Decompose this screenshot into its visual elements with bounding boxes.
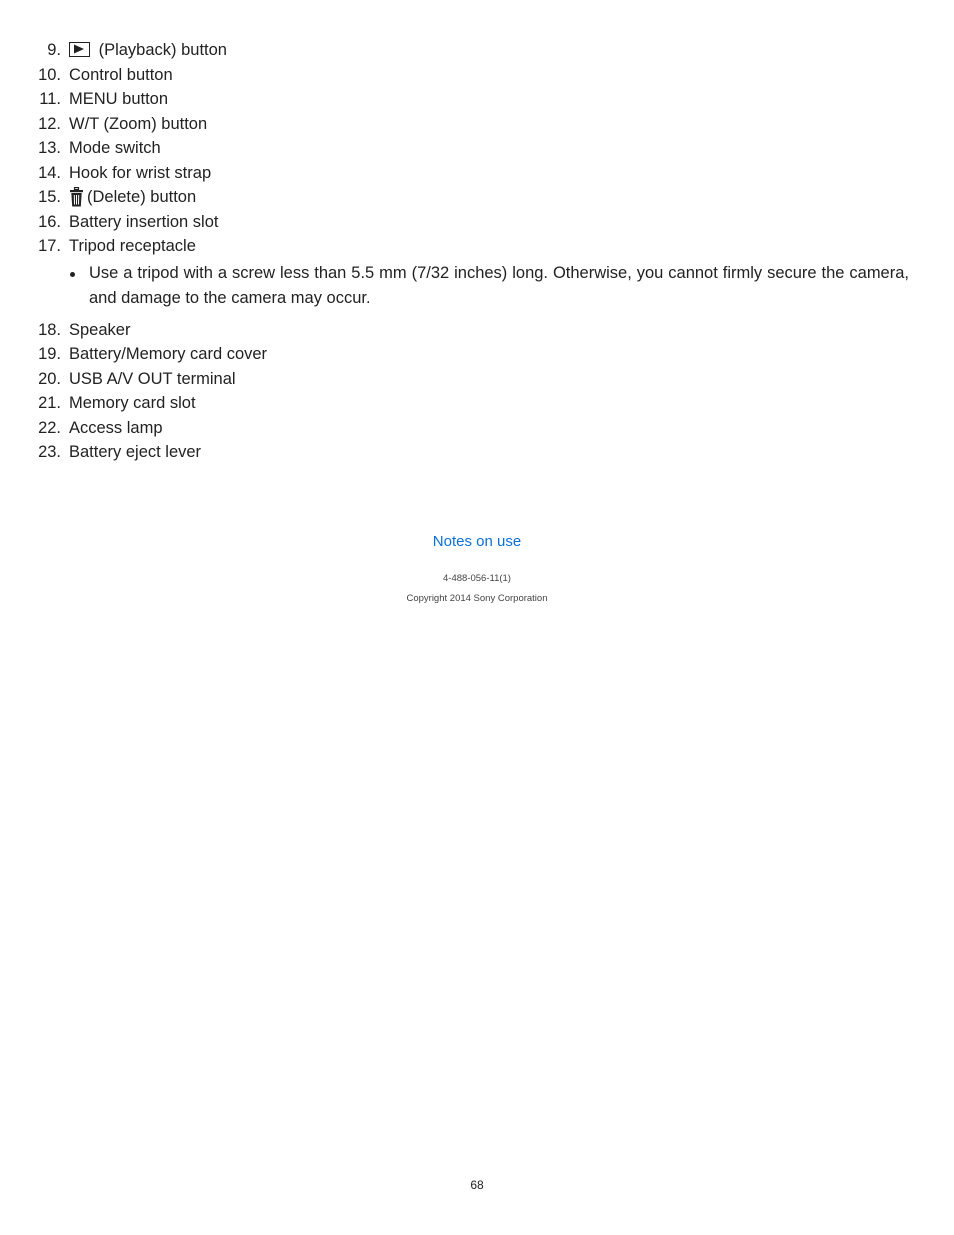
list-item — [0, 391, 954, 416]
list-item — [0, 112, 954, 137]
item-number: 16. — [38, 212, 61, 231]
item-number: 17. — [38, 237, 61, 255]
page-number: 68 — [470, 1178, 484, 1192]
item-label: Tripod receptacle — [69, 237, 196, 255]
item-number: 18. — [38, 320, 61, 339]
list-item — [0, 161, 954, 186]
item-label: (Playback) button — [94, 41, 227, 59]
list-item — [0, 63, 954, 88]
item-number: 22. — [38, 418, 61, 437]
item-label: Hook for wrist strap — [69, 163, 212, 182]
item-number: 21. — [38, 394, 61, 412]
item-label: Memory card slot — [69, 394, 196, 412]
list-item — [0, 210, 954, 235]
item-label: Speaker — [69, 320, 131, 339]
bullet-icon — [70, 272, 75, 277]
list-item — [0, 38, 954, 63]
list-item — [0, 234, 954, 259]
item-number: 11. — [39, 90, 61, 108]
item-label: (Delete) button — [87, 188, 197, 206]
list-item — [0, 136, 954, 161]
parts-list — [0, 38, 954, 465]
list-item — [0, 416, 954, 441]
list-item — [0, 87, 954, 112]
item-label: Access lamp — [69, 418, 163, 437]
item-number: 23. — [38, 443, 61, 461]
item-number: 10. — [38, 65, 61, 84]
list-item — [0, 367, 954, 392]
list-item — [0, 185, 954, 210]
item-label: Control button — [69, 65, 173, 84]
item-label: Mode switch — [69, 139, 161, 157]
tripod-note — [0, 261, 954, 318]
item-number: 15. — [38, 188, 61, 206]
item-label: USB A/V OUT terminal — [69, 369, 236, 388]
item-label: Battery eject lever — [69, 443, 202, 461]
list-item — [0, 440, 954, 465]
item-number: 14. — [38, 163, 61, 182]
list-item — [0, 318, 954, 343]
list-item — [0, 342, 954, 367]
document-code: 4-488-056-11(1) — [443, 573, 511, 584]
notes-on-use-link[interactable]: Notes on use — [432, 533, 522, 550]
trash-icon — [69, 187, 84, 207]
item-number: 13. — [38, 139, 61, 157]
item-number: 9. — [47, 41, 61, 59]
playback-icon — [69, 42, 90, 57]
copyright-text: Copyright 2014 Sony Corporation — [406, 593, 548, 604]
item-label: MENU button — [69, 90, 169, 108]
item-number: 19. — [38, 345, 61, 363]
item-label: Battery/Memory card cover — [69, 345, 268, 363]
item-label: W/T (Zoom) button — [69, 114, 208, 133]
item-label: Battery insertion slot — [69, 212, 219, 231]
item-number: 20. — [38, 369, 61, 388]
note-text: Use a tripod with a screw less than 5.5 mm (7/32 inches) long. Otherwise, you cannot firmly secure the camera, and damage to the camera may occur. — [89, 263, 909, 307]
item-number: 12. — [38, 114, 61, 133]
